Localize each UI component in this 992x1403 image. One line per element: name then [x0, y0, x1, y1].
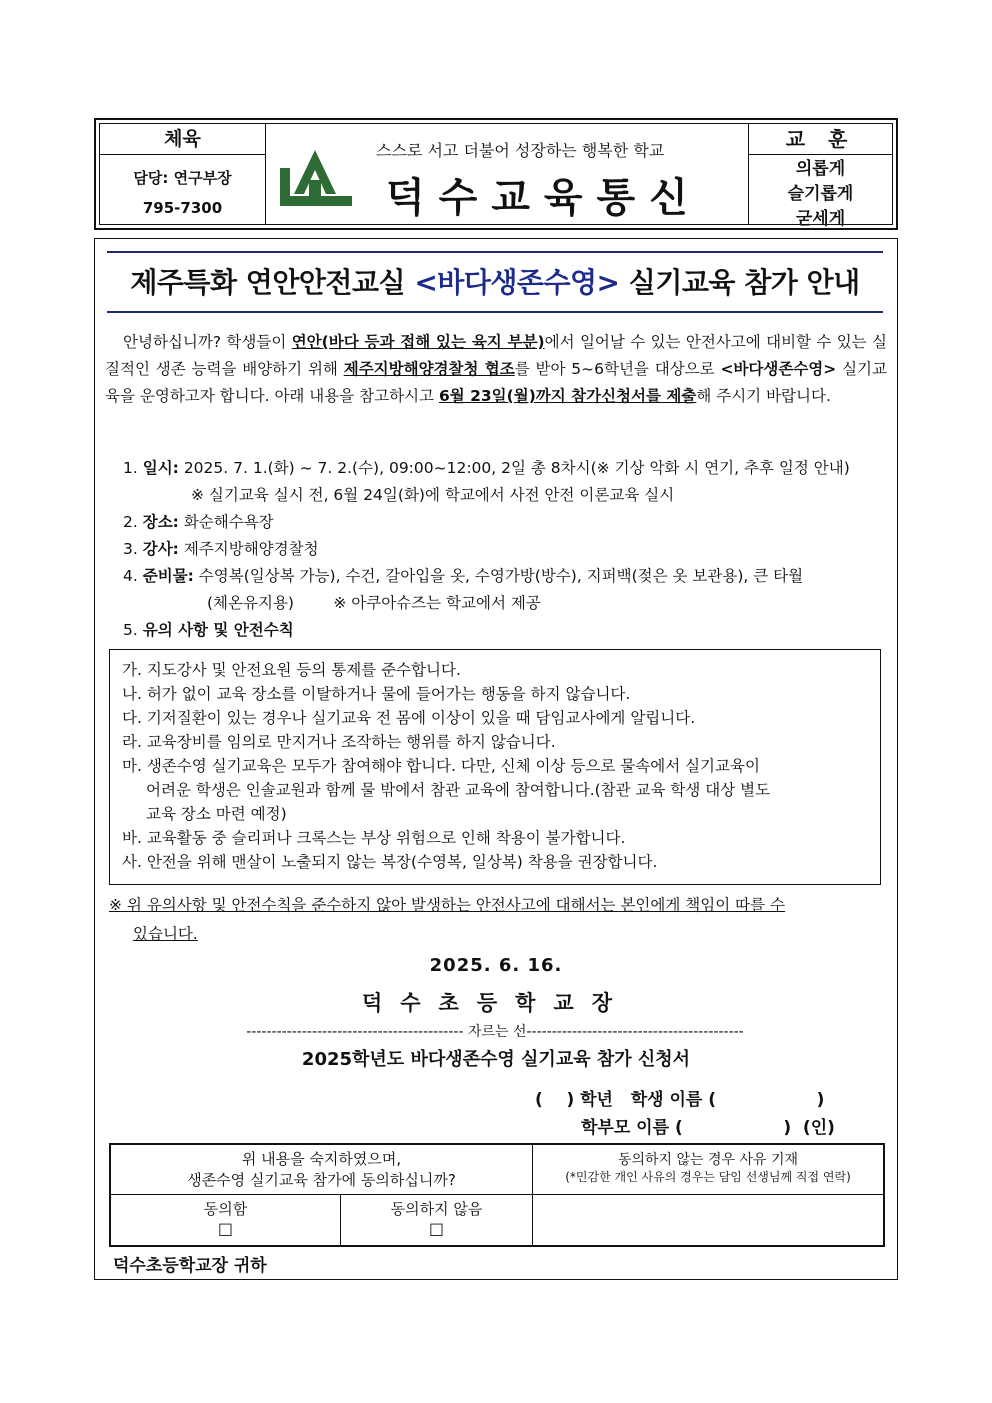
contact-info: [100, 155, 265, 223]
newsletter-header: [94, 118, 898, 230]
rule-item: 다. 기저질환이 있는 경우나 실기교육 전 몸에 이상이 있을 때 담임교사에게 알립니다.: [122, 709, 696, 727]
list-item: [207, 590, 541, 617]
note-line: 있습니다.: [133, 925, 198, 943]
reason-input-cell[interactable]: [533, 1195, 883, 1245]
disagree-checkbox[interactable]: ☐: [428, 1221, 445, 1241]
agree-checkbox[interactable]: ☐: [217, 1221, 234, 1241]
consent-table: [109, 1143, 885, 1247]
disagree-label: 동의하지 않음: [390, 1200, 483, 1218]
safety-rules-box: [109, 649, 881, 885]
item-text: (체온유지용) ※ 아쿠아슈즈는 학교에서 제공: [207, 594, 541, 612]
rule-item: 교육 장소 마련 예정): [146, 805, 287, 823]
disagree-option[interactable]: [341, 1195, 533, 1245]
item-text: 수영복(일상복 가능), 수건, 갈아입을 옷, 수영가방(방수), 지퍼백(젖은 옷 보관용), 큰 타월: [193, 567, 804, 585]
subject-cell: [100, 124, 266, 224]
item-label: 유의 사항 및 안전수칙: [142, 621, 294, 639]
rule-item: 가. 지도강사 및 안전요원 등의 통제를 준수합니다.: [122, 661, 461, 679]
rule-item: 어려운 학생은 인솔교원과 함께 물 밖에서 참관 교육에 참여합니다.(참관 교육 학생 대상 별도: [146, 781, 771, 799]
rule-item: 나. 허가 없이 교육 장소를 이탈하거나 물에 들어가는 행동을 하지 않습니다.: [122, 685, 631, 703]
note-line: ※ 위 유의사항 및 안전수칙을 준수하지 않아 발생하는 안전사고에 대해서는 본인에게 책임이 따를 수: [109, 896, 785, 914]
consent-question: [111, 1145, 533, 1195]
item-label: 준비물:: [142, 567, 194, 585]
issue-date: 2025. 6. 16.: [429, 955, 563, 976]
item-label: 장소:: [142, 513, 179, 531]
form-title: 2025학년도 바다생존수영 실기교육 참가 신청서: [301, 1049, 691, 1070]
list-item: [123, 536, 319, 563]
notice-title: [107, 261, 883, 301]
parent-info-line[interactable]: 학부모 이름 ( ) (인): [581, 1118, 835, 1138]
cut-line: ------------------------------------------- 자르는 선-------------------------------------------: [246, 1024, 744, 1040]
school-logo-icon: [274, 146, 356, 212]
motto-cell: [748, 124, 892, 229]
cut-label: 자르는 선: [467, 1024, 527, 1040]
intro-text: 에서 일어날 수 있는 안전사고에 대비할 수 있는 실질적인 생존 능력을 배양하기 위해: [105, 333, 887, 378]
title-highlight: <바다생존수영>: [414, 266, 620, 299]
motto-line: 의롭게: [795, 159, 846, 179]
rule-item: 바. 교육활동 중 슬리퍼나 크록스는 부상 위험으로 인해 착용이 불가합니다.: [122, 829, 626, 847]
motto-line: 슬기롭게: [787, 184, 854, 204]
list-item: [123, 509, 274, 536]
item-number: 2.: [123, 513, 138, 531]
item-label: 일시:: [142, 459, 179, 477]
contact-label: 담당: 연구부장: [133, 169, 232, 187]
item-text: 화순해수욕장: [178, 513, 274, 531]
motto-title: 교 훈: [749, 124, 892, 155]
contact-phone: 795-7300: [142, 199, 223, 217]
subject-label: 체육: [100, 124, 265, 155]
title-suffix: 실기교육 참가 안내: [619, 266, 860, 299]
signer: 덕수초등학교장: [361, 991, 630, 1015]
newsletter-title: 덕수교육통신: [386, 175, 702, 221]
newsletter-title-cell: [266, 124, 736, 224]
intro-emphasis: 6월 23일(월)까지 참가신청서를 제출: [438, 387, 697, 405]
intro-emphasis: <바다생존수영>: [720, 360, 837, 378]
intro-text: 해 주시기 바랍니다.: [696, 387, 831, 405]
rule-item: 사. 안전을 위해 맨살이 노출되지 않는 복장(수영복, 일상복) 착용을 권장합니다.: [122, 853, 658, 871]
liability-note: [109, 891, 885, 949]
title-prefix: 제주특화 연안안전교실: [130, 266, 415, 299]
list-item: [123, 617, 294, 644]
agree-option[interactable]: [111, 1195, 341, 1245]
student-info-line[interactable]: ( ) 학년 학생 이름 ( ): [535, 1090, 825, 1110]
question-line: 위 내용을 숙지하였으며,: [241, 1150, 402, 1168]
motto-line: 굳세게: [795, 209, 846, 229]
list-item: [123, 563, 889, 590]
intro-text: 를 받아 5~6학년을 대상으로: [514, 360, 721, 378]
intro-text: 안녕하십니까? 학생들이: [123, 333, 292, 351]
addressee: 덕수초등학교장 귀하: [113, 1256, 267, 1276]
agree-label: 동의함: [203, 1200, 248, 1218]
reason-title: 동의하지 않는 경우 사유 기재: [617, 1152, 799, 1168]
item-number: 5.: [123, 621, 138, 639]
list-item: [123, 455, 850, 482]
item-number: 1.: [123, 459, 138, 477]
rule-item: 라. 교육장비를 임의로 만지거나 조작하는 행위를 하지 않습니다.: [122, 733, 556, 751]
list-item: [191, 482, 674, 509]
intro-text: 실기교육을 운영하고자 합니다. 아래 내용을 참고하시고: [105, 360, 888, 405]
intro-emphasis: 연안(바다 등과 접해 있는 육지 부분): [291, 333, 545, 351]
item-text: 2025. 7. 1.(화) ~ 7. 2.(수), 09:00~12:00, 2일 총 8차시(※ 기상 악화 시 연기, 추후 일정 안내): [178, 459, 850, 477]
motto-list: [749, 157, 892, 232]
item-label: 강사:: [142, 540, 179, 558]
rule-item: 마. 생존수영 실기교육은 모두가 참여해야 합니다. 다만, 신체 이상 등으로 물속에서 실기교육이: [122, 757, 760, 775]
item-number: 4.: [123, 567, 138, 585]
reason-header: [533, 1145, 883, 1195]
question-line: 생존수영 실기교육 참가에 동의하십니까?: [187, 1171, 456, 1189]
title-band: [107, 251, 883, 313]
item-text: ※ 실기교육 실시 전, 6월 24일(화)에 학교에서 사전 안전 이론교육 실시: [191, 486, 675, 504]
reason-note: (*민감한 개인 사유의 경우는 담임 선생님께 직접 연락): [565, 1170, 851, 1184]
intro-paragraph: [105, 329, 887, 410]
item-text: 제주지방해양경찰청: [178, 540, 319, 558]
notice-body: [94, 238, 898, 1280]
intro-emphasis: 제주지방해양경찰청 협조: [343, 360, 515, 378]
item-number: 3.: [123, 540, 138, 558]
school-slogan: 스스로 서고 더불어 성장하는 행복한 학교: [376, 141, 665, 160]
